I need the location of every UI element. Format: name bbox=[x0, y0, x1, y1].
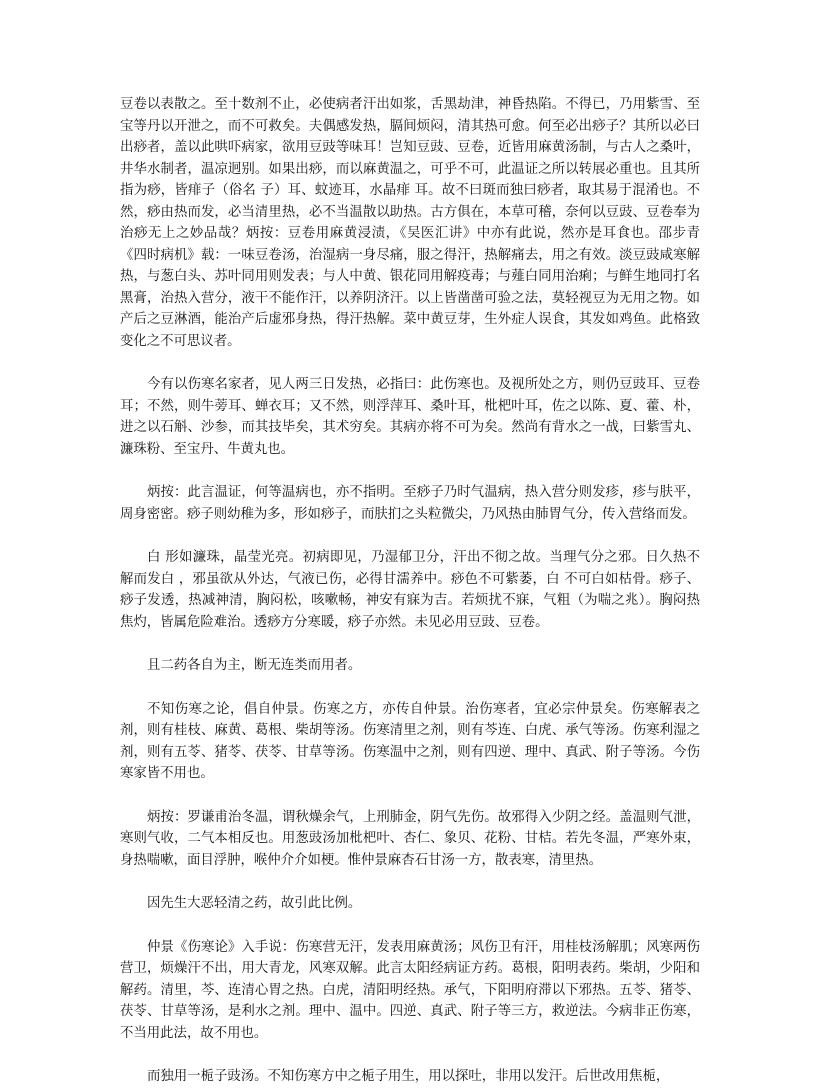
paragraph-8: 因先生大恶轻清之药，故引此比例。 bbox=[147, 896, 362, 911]
paragraph-6: 不知伤寒之论，倡自仲景。伤寒之方，亦传自仲景。治伤寒者，宜必宗仲景矣。伤寒解表之剂，则有桂枝、麻黄、葛根、柴胡等汤。伤寒清里之剂，则有芩连、白虎、承气等汤。伤寒利湿之剂，则有五苓、猪苓、茯苓、甘草等汤。伤寒温中之剂，则有四逆、理中、真武、附子等汤。今伤寒家皆不用也。 bbox=[120, 701, 700, 781]
paragraph-4: 白 形如濂珠，晶莹光亮。初病即见，乃湿郁卫分，汗出不彻之故。当理气分之邪。日久热不解而发白 ，邪虽欲从外达，气液已伤，必得甘濡养中。痧色不可紫萎，白 不可白如枯骨。痧子、痧子发透，热减神清，胸闷松，咳嗽畅，神安有寐为吉。若烦扰不寐，气粗（为喘之兆）。胸闷热焦灼，皆属危险难治。透痧方分寒暖，痧子亦然。未见必用豆豉、豆卷。 bbox=[120, 550, 700, 630]
paragraph-10: 而独用一栀子豉汤。不知伤寒方中之栀子用生，用以探吐，非用以发汗。后世改用焦栀， bbox=[147, 1069, 670, 1084]
document-page bbox=[120, 94, 700, 1088]
paragraph-9: 仲景《伤寒论》入手说：伤寒营无汗，发表用麻黄汤；风伤卫有汗，用桂枝汤解肌；风寒两伤营卫，烦燥汗不出，用大青龙，风寒双解。此言太阳经病证方药。葛根，阳明表药。柴胡，少阳和解药。清里，芩、连清心胃之热。白虎，清阳明经热。承气，下阳明府滞以下邪热。五苓、猪苓、茯苓、甘草等汤，是利水之剂。理中、温中。四逆、真武、附子等三方，救逆法。今病非正伤寒，不当用此法，故不用也。 bbox=[120, 939, 700, 1041]
paragraph-1: 豆卷以表散之。至十数剂不止，必使病者汗出如浆，舌黑劫津，神昏热陷。不得已，乃用紫雪、至宝等丹以开泄之，而不可救矣。夫偶感发热，膈间烦闷，清其热可愈。何至必出痧子？其所以必曰出痧者，盖以此哄吓病家，欲用豆豉等味耳！岂知豆豉、豆卷，近皆用麻黄汤制，与古人之桑叶，井华水制者，温凉迥别。如果出痧，而以麻黄温之，可乎不可，此温证之所以转展必重也。且其所指为痧，皆痱子（俗名 子）耳、蚊迹耳，水晶痱 耳。故不曰斑而独曰痧者，取其易于混淆也。不然，痧由热而发，必当清里热，必不当温散以助热。古方俱在，本草可稽，奈何以豆豉、豆卷奉为治痧无上之妙品哉？炳按：豆卷用麻黄浸渍，《吴医汇讲》中亦有此说，然亦是耳食也。邵步青《四时病机》载：一味豆卷汤，治湿病一身尽痛，服之得汗，热解痛去，用之有效。淡豆豉咸寒解热，与葱白头、苏叶同用则发表；与人中黄、银花同用解疫毒；与薤白同用治痢；与鲜生地同打名黑膏，治热入营分，液干不能作汗，以养阴济汗。以上皆凿凿可验之法，莫轻视豆为无用之物。如产后之豆淋酒，能治产后虚邪身热，得汗热解。菜中黄豆芽，生外症人误食，其发如鸡鱼。此格致变化之不可思议者。 bbox=[120, 97, 700, 349]
paragraph-2: 今有以伤寒名家者，见人两三日发热，必指曰：此伤寒也。及视所处之方，则仍豆豉耳、豆卷耳；不然，则牛蒡耳、蝉衣耳；又不然，则浮萍耳、桑叶耳，枇杷叶耳，佐之以陈、夏、藿、朴，进之以石斛、沙参，而其技毕矣，其术穷矣。其病亦将不可为矣。然尚有背水之一战，曰紫雪丸、濂珠粉、至宝丹、牛黄丸也。 bbox=[120, 377, 700, 457]
paragraph-3: 炳按：此言温证，何等温病也，亦不指明。至痧子乃时气温病，热入营分则发疹，疹与肤平，周身密密。痧子则幼稚为多，形如痧子，而肤扪之头粒微尖，乃风热由肺胃气分，传入营络而发。 bbox=[120, 485, 700, 522]
paragraph-7: 炳按：罗谦甫治冬温，谓秋燥余气，上刑肺金，阴气先伤。故邪得入少阴之经。盖温则气泄，寒则气收，二气本相反也。用葱豉汤加枇杷叶、杏仁、象贝、花粉、甘桔。若先冬温，严寒外束，身热喘嗽，面目浮肿，喉仲介介如梗。惟仲景麻杏石甘汤一方，散表寒，清里热。 bbox=[120, 809, 700, 868]
paragraph-5: 且二药各自为主，断无连类而用者。 bbox=[147, 658, 362, 673]
